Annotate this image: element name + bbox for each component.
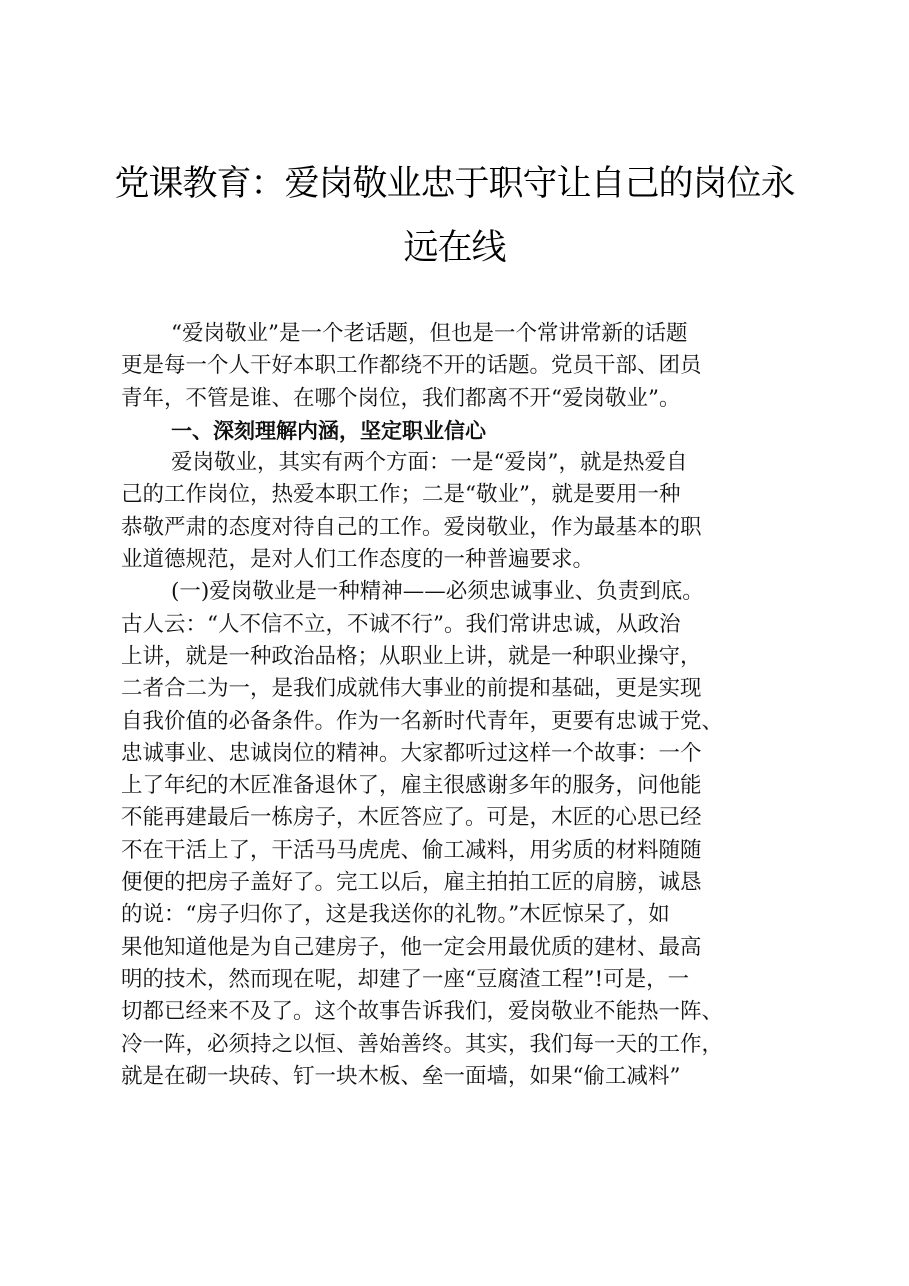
paragraph-line: 便便的把房子盖好了。完工以后，雇主拍拍工匠的肩膀，诚恳 [121,870,702,896]
paragraph-line: 己的工作岗位，热爱本职工作；二是“敬业”，就是要用一种 [121,482,681,508]
paragraph-line: 更是每一个人干好本职工作都绕不开的话题。党员干部、团员 [121,353,702,379]
paragraph-line: 青年，不管是谁、在哪个岗位，我们都离不开“爱岗敬业”。 [121,385,681,411]
paragraph-line: 果他知道他是为自己建房子，他一定会用最优质的建材、最高 [121,934,702,960]
paragraph-line: 冷一阵，必须持之以恒、善始善终。其实，我们每一天的工作， [121,1031,724,1057]
paragraph-line: 的说：“房子归你了，这是我送你的礼物。”木匠惊呆了，如 [121,902,670,928]
paragraph-line: (一)爱岗敬业是一种精神——必须忠诚事业、负责到底。 [171,579,704,605]
paragraph-line: 切都已经来不及了。这个故事告诉我们，爱岗敬业不能热一阵、 [121,999,724,1025]
paragraph-line: 上了年纪的木匠准备退休了，雇主很感谢多年的服务，问他能 [121,773,702,799]
document-body [121,318,821,1093]
paragraph-line: 自我价值的必备条件。作为一名新时代青年，更要有忠诚于党、 [121,708,724,734]
paragraph-line: 业道德规范，是对人们工作态度的一种普遍要求。 [121,547,595,573]
paragraph-line: 忠诚事业、忠诚岗位的精神。大家都听过这样一个故事：一个 [121,740,702,766]
document-title-line-1: 党课教育：爱岗敬业忠于职守让自己的岗位永 [114,164,795,204]
section-heading: 一、深刻理解内涵，坚定职业信心 [171,418,486,443]
paragraph-line: 明的技术，然而现在呢，却建了一座“豆腐渣工程”!可是，一 [121,966,690,992]
paragraph-line: 不在干活上了，干活马马虎虎、偷工减料，用劣质的材料随随 [121,837,702,863]
paragraph-line: “爱岗敬业”是一个老话题，但也是一个常讲常新的话题 [171,321,688,346]
paragraph-line: 二者合二为一，是我们成就伟大事业的前提和基础，更是实现 [121,676,702,702]
paragraph-line: 爱岗敬业，其实有两个方面：一是“爱岗”，就是热爱自 [171,450,688,476]
paragraph-line: 恭敬严肃的态度对待自己的工作。爱岗敬业，作为最基本的职 [121,514,702,540]
document-title-line-2: 远在线 [403,228,506,268]
paragraph-line: 不能再建最后一栋房子，木匠答应了。可是，木匠的心思已经 [121,805,702,831]
paragraph-line: 就是在砌一块砖、钉一块木板、垒一面墙，如果“偷工减料” [121,1063,681,1089]
paragraph-line: 上讲，就是一种政治品格；从职业上讲，就是一种职业操守， [121,643,702,669]
paragraph-line: 古人云：“人不信不立，不诚不行”。我们常讲忠诚，从政治 [121,611,681,637]
